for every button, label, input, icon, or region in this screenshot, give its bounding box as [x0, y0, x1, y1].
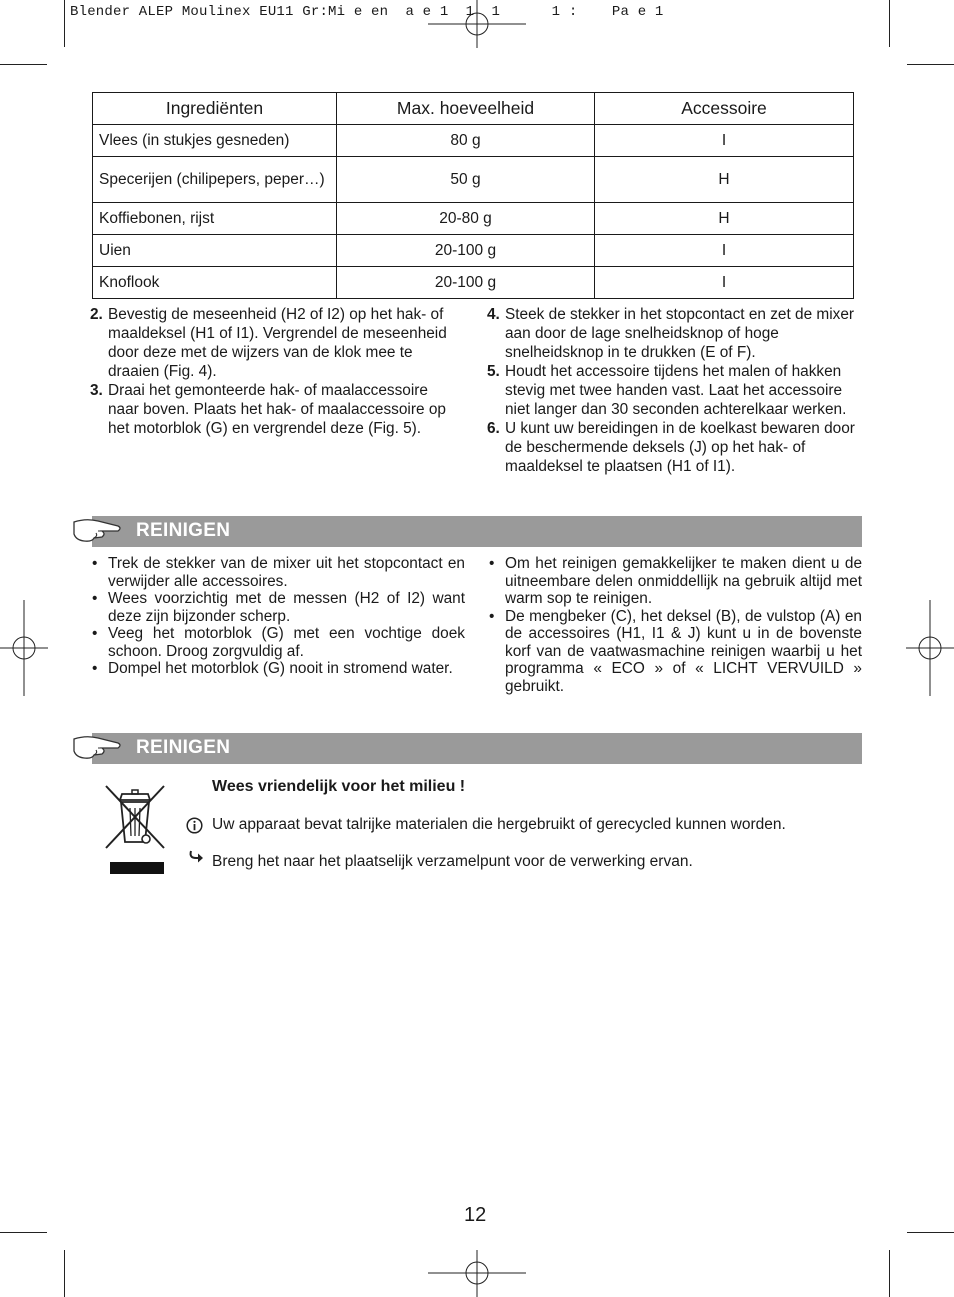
cell-amount: 20-100 g [337, 235, 595, 267]
list-item: • De mengbeker (C), het deksel (B), de vulstop (A) en de accessoires (H1, I1 & J) kunt u in de bovenste korf van de vaatwasmachine reinigen waarbij u het programma « ECO » of « LICHT VERVUILD » gebruikt. [489, 607, 862, 695]
cell-ingredient: Vlees (in stukjes gesneden) [93, 125, 337, 157]
table-row [93, 125, 854, 157]
info-icon [186, 817, 203, 834]
section-title: REINIGEN [136, 737, 231, 758]
crop-mark [907, 64, 954, 65]
table-header-row [93, 93, 854, 125]
step-item: 6. U kunt uw bereidingen in de koelkast bewaren door de beschermende deksels (J) op het hak- of maaldeksel te plaatsen (H1 of I1). [487, 420, 855, 475]
crop-mark [889, 0, 890, 47]
cell-amount: 80 g [337, 125, 595, 157]
cleaning-right-column [489, 555, 862, 695]
cell-amount: 20-80 g [337, 203, 595, 235]
crop-mark [889, 1250, 890, 1297]
crop-mark [907, 1232, 954, 1233]
list-item: • Dompel het motorblok (G) nooit in stromend water. [92, 660, 453, 677]
crop-mark [0, 64, 47, 65]
crop-mark [64, 0, 65, 47]
crossed-out-wheelie-bin-icon [104, 782, 166, 876]
cleaning-left-column [92, 555, 465, 678]
table-row [93, 157, 854, 203]
environment-line-recyclable: Uw apparaat bevat talrijke materialen die hergebruikt of gerecycled kunnen worden. [212, 816, 786, 833]
cell-ingredient: Specerijen (chilipepers, peper…) [93, 157, 337, 203]
page-number: 12 [464, 1204, 487, 1226]
environment-heading: Wees vriendelijk voor het milieu ! [212, 778, 466, 795]
step-item: 3. Draai het gemonteerde hak- of maalaccessoire naar boven. Plaats het hak- of maalaccessoire op het motorblok (G) en vergrendel deze (Fig. 5). [90, 382, 446, 437]
section-header-cleaning [92, 516, 862, 547]
cell-accessory: I [595, 267, 854, 299]
cell-ingredient: Uien [93, 235, 337, 267]
crop-mark [64, 1250, 65, 1297]
table-row [93, 267, 854, 299]
list-item: • Trek de stekker van de mixer uit het stopcontact en verwijder alle accessoires. [92, 555, 465, 590]
section-title: REINIGEN [136, 520, 231, 541]
cell-accessory: I [595, 235, 854, 267]
step-item: 2. Bevestig de meseenheid (H2 of I2) op het hak- of maaldeksel (H1 of I1). Vergrendel de meseenheid door deze met de wijzers van de klok mee te draaien (Fig. 4). [90, 306, 447, 380]
section-header-environment [92, 733, 862, 764]
step-item: 4. Steek de stekker in het stopcontact en zet de mixer aan door de lage snelheidsknop of hoge snelheidsknop in te drukken (E of F). [487, 306, 855, 361]
column-header-accessory: Accessoire [595, 93, 854, 125]
cell-amount: 20-100 g [337, 267, 595, 299]
step-item: 5. Houdt het accessoire tijdens het malen of hakken stevig met twee handen vast. Laat het accessoire niet langer dan 30 seconden achterelkaar werken. [487, 363, 847, 418]
print-slug-line: Blender ALEP Moulinex EU11 Gr:Mi e en a e 1 1 1 1 : Pa e 1 [70, 4, 664, 20]
curved-arrow-icon [187, 848, 205, 864]
cell-accessory: H [595, 203, 854, 235]
steps-left-column [92, 305, 458, 438]
list-item: • Wees voorzichtig met de messen (H2 of I2) want deze zijn bijzonder scherp. [92, 590, 465, 625]
ingredients-table [92, 92, 854, 299]
cell-accessory: I [595, 125, 854, 157]
table-row [93, 203, 854, 235]
registration-mark-left [0, 600, 48, 696]
pointing-hand-icon [72, 514, 124, 548]
steps-right-column [489, 305, 861, 476]
table-row [93, 235, 854, 267]
pointing-hand-icon [72, 731, 124, 765]
list-item: • Om het reinigen gemakkelijker te maken dient u de uitneembare delen onmiddellijk na gebruik altijd met warm sop te reinigen. [489, 555, 862, 607]
cell-accessory: H [595, 157, 854, 203]
registration-mark-bottom [428, 1250, 526, 1297]
cell-ingredient: Knoflook [93, 267, 337, 299]
column-header-max-amount: Max. hoeveelheid [337, 93, 595, 125]
cell-ingredient: Koffiebonen, rijst [93, 203, 337, 235]
registration-mark-right [906, 600, 954, 696]
environment-line-collection: Breng het naar het plaatselijk verzamelpunt voor de verwerking ervan. [212, 853, 693, 870]
cell-amount: 50 g [337, 157, 595, 203]
list-item: • Veeg het motorblok (G) met een vochtige doek schoon. Droog zorgvuldig af. [92, 625, 465, 660]
crop-mark [0, 1232, 47, 1233]
column-header-ingredients: Ingrediënten [93, 93, 337, 125]
